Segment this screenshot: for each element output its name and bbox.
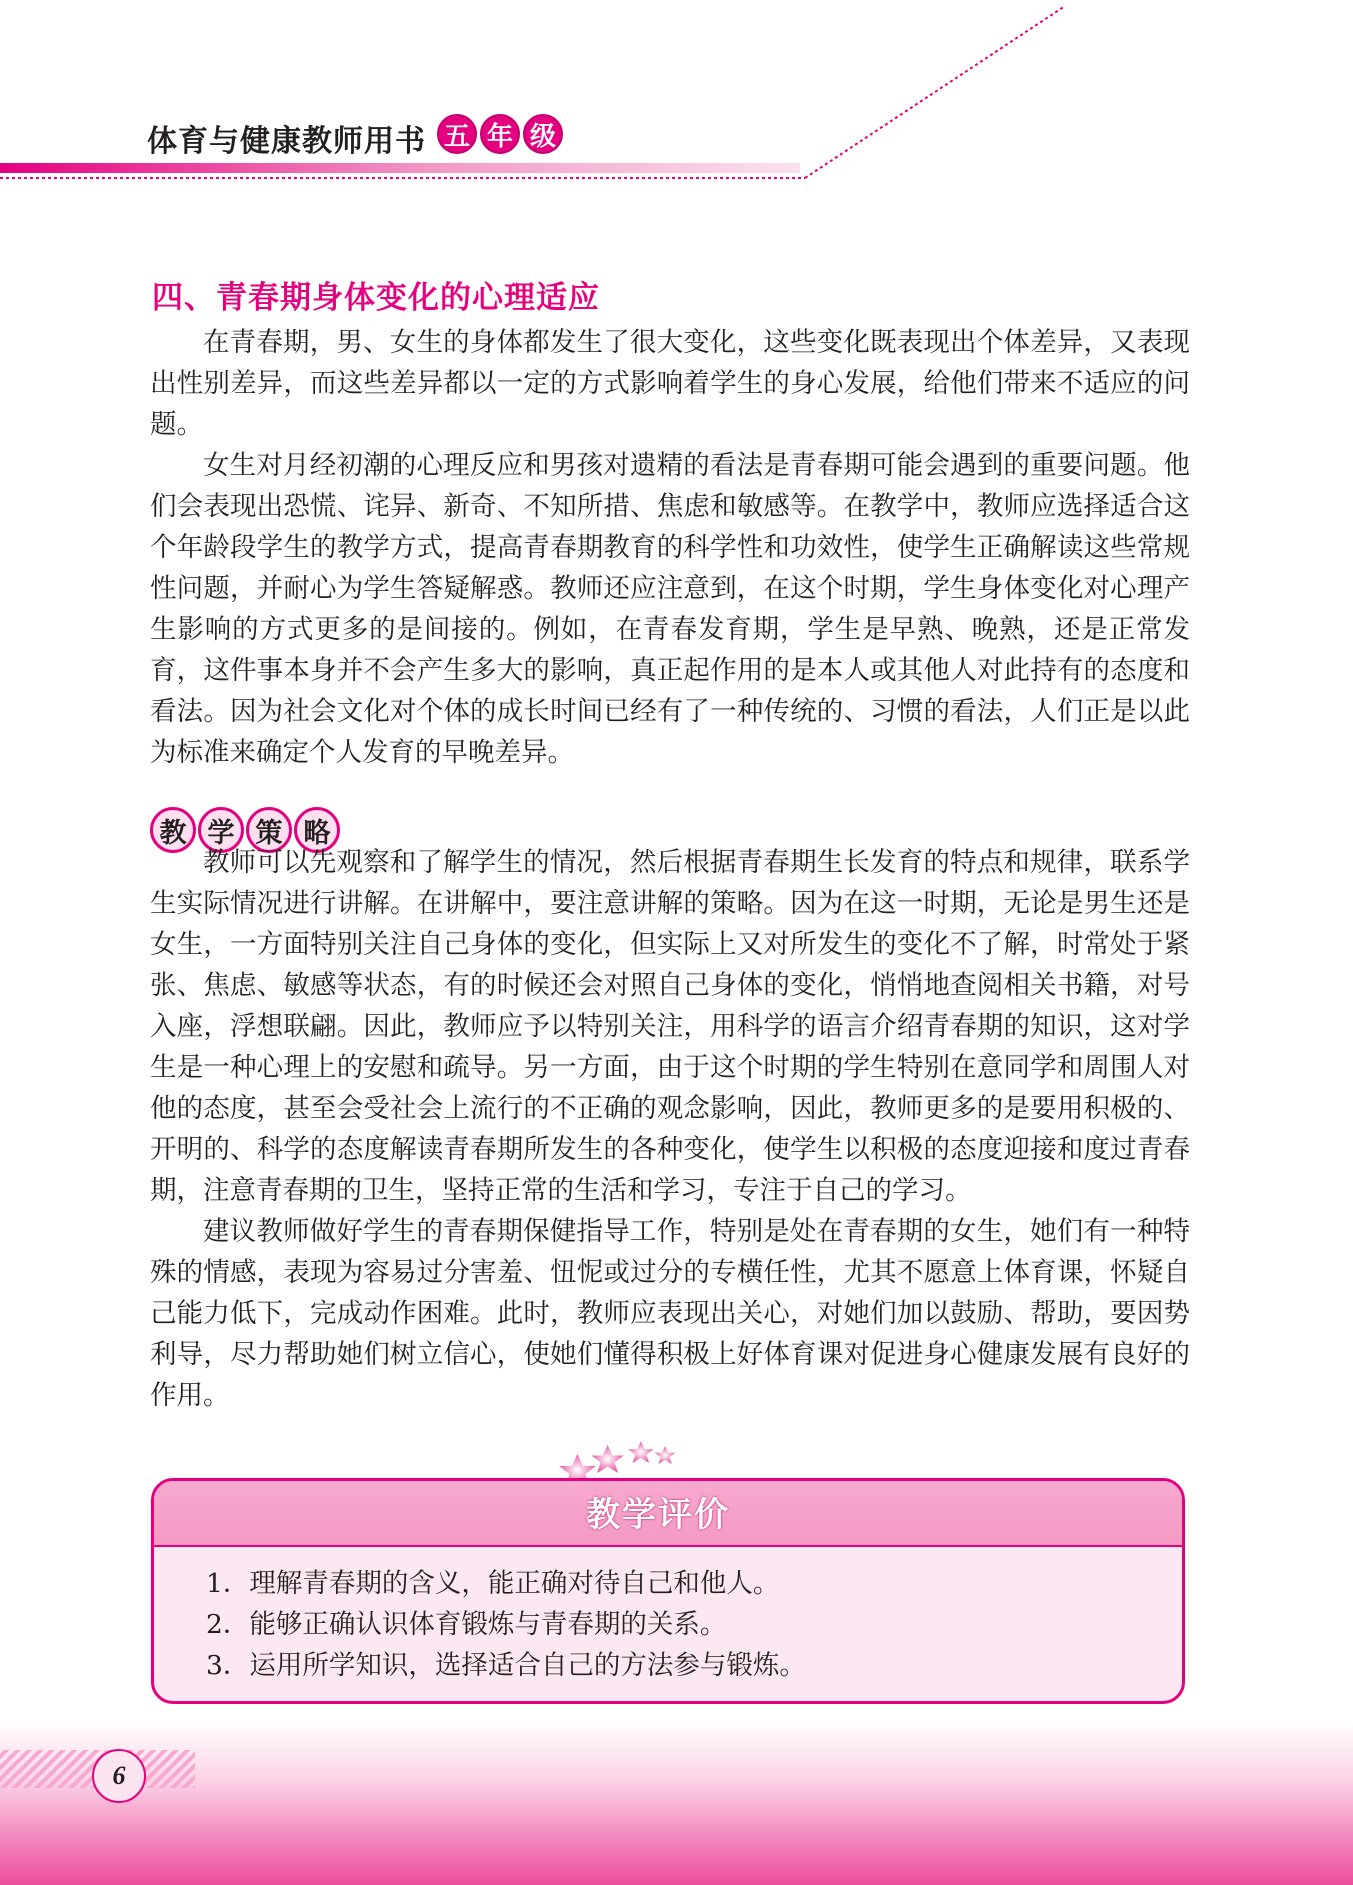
paragraph: 女生对月经初潮的心理反应和男孩对遗精的看法是青春期可能会遇到的重要问题。他们会表现出恐慌、诧异、新奇、不知所措、焦虑和敏感等。在教学中，教师应选择适合这个年龄段学生的教学方式，提高青春期教育的科学性和功效性，使学生正确解读这些常规性问题，并耐心为学生答疑解惑。教师还应注意到，在这个时期，学生身体变化对心理产生影响的方式更多的是间接的。例如，在青春发育期，学生是早熟、晚熟，还是正常发育，这件事本身并不会产生多大的影响，真正起作用的是本人或其他人对此持有的态度和看法。因为社会文化对个体的成长时间已经有了一种传统的、习惯的看法，人们正是以此为标准来确定个人发育的早晚差异。 — [150, 450, 1190, 768]
section-body — [150, 322, 1190, 773]
footer-decoration — [0, 1720, 1353, 1885]
strategy-badge: 略 — [294, 807, 340, 853]
evaluation-list — [206, 1563, 806, 1686]
grade-badge: 年 — [480, 114, 520, 154]
section-heading: 四、青春期身体变化的心理适应 — [152, 280, 600, 316]
paragraph: 在青春期，男、女生的身体都发生了很大变化，这些变化既表现出个体差异，又表现出性别差异，而这些差异都以一定的方式影响着学生的身心发展，给他们带来不适应的问题。 — [150, 327, 1190, 440]
grade-badge: 五 — [437, 114, 477, 154]
strategy-body — [150, 842, 1190, 1416]
header-decoration — [0, 0, 1353, 200]
grade-badge-group — [437, 114, 563, 154]
star-icon — [655, 1446, 676, 1464]
star-icon — [628, 1441, 653, 1463]
paragraph: 建议教师做好学生的青春期保健指导工作，特别是处在青春期的女生，她们有一种特殊的情感，表现为容易过分害羞、忸怩或过分的专横任性，尤其不愿意上体育课，怀疑自己能力低下，完成动作困难。此时，教师应表现出关心，对她们加以鼓励、帮助，要因势利导，尽力帮助她们树立信心，使她们懂得积极上好体育课对促进身心健康发展有良好的作用。 — [150, 1216, 1190, 1411]
page-number: 6 — [112, 1761, 126, 1790]
evaluation-box — [151, 1478, 1185, 1704]
strategy-badge: 学 — [198, 807, 244, 853]
paragraph: 教师可以先观察和了解学生的情况，然后根据青春期生长发育的特点和规律，联系学生实际情况进行讲解。在讲解中，要注意讲解的策略。因为在这一时期，无论是男生还是女生，一方面特别关注自己身体的变化，但实际上又对所发生的变化不了解，时常处于紧张、焦虑、敏感等状态，有的时候还会对照自己身体的变化，悄悄地查阅相关书籍，对号入座，浮想联翩。因此，教师应予以特别关注，用科学的语言介绍青春期的知识，这对学生是一种心理上的安慰和疏导。另一方面，由于这个时期的学生特别在意同学和周围人对他的态度，甚至会受社会上流行的不正确的观念影响，因此，教师更多的是要用积极的、开明的、科学的态度解读青春期所发生的各种变化，使学生以积极的态度迎接和度过青春期，注意青春期的卫生，坚持正常的生活和学习，专注于自己的学习。 — [150, 847, 1190, 1206]
strategy-badge: 教 — [150, 807, 196, 853]
evaluation-title: 教学评价 — [586, 1495, 730, 1535]
star-icon — [592, 1445, 624, 1473]
evaluation-item: 2．能够正确认识体育锻炼与青春期的关系。 — [206, 1609, 727, 1640]
grade-badge: 级 — [523, 114, 563, 154]
strategy-badge: 策 — [246, 807, 292, 853]
book-title: 体育与健康教师用书 — [147, 124, 426, 159]
evaluation-item: 1．理解青春期的含义，能正确对待自己和他人。 — [206, 1568, 780, 1599]
evaluation-item: 3．运用所学知识，选择适合自己的方法参与锻炼。 — [206, 1650, 806, 1681]
